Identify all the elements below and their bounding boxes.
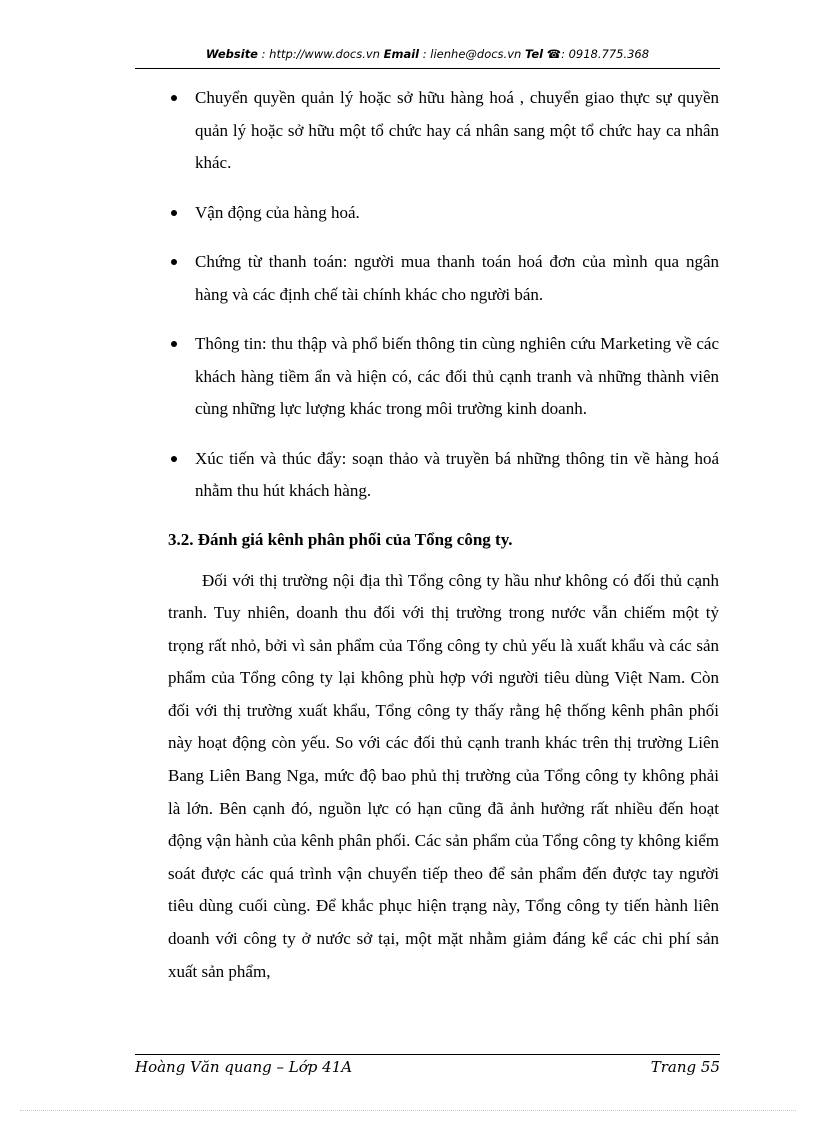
list-item [168,246,719,311]
phone-icon: ☎ [546,47,562,61]
page-header [135,47,720,61]
email-label: Email [383,47,420,61]
bullet-list [168,82,719,508]
bullet-icon [171,95,177,101]
bullet-icon [171,210,177,216]
list-item-text: Chứng từ thanh toán: người mua thanh toán hoá đơn của mình qua ngân hàng và các định chế tài chính khác cho người bán. [195,252,719,304]
tel-value: : 0918.775.368 [561,47,650,61]
list-item-text: Chuyển quyền quản lý hoặc sở hữu hàng hoá , chuyển giao thực sự quyền quản lý hoặc sở hữu một tổ chức hay cá nhân sang một tổ chức hay ca nhân khác. [195,88,719,172]
section-title: 3.2. Đánh giá kênh phân phối của Tổng công ty. [168,529,513,549]
list-item [168,328,719,426]
footer-rule [135,1054,720,1055]
tel-label: Tel [524,47,544,61]
list-item-text: Xúc tiến và thúc đẩy: soạn thảo và truyền bá những thông tin về hàng hoá nhằm thu hút khách hàng. [195,448,719,500]
page-bottom-divider [20,1110,796,1111]
page-number: Trang 55 [650,1058,720,1076]
website-label: Website [205,47,258,61]
list-item [168,82,719,180]
list-item-text: Vận động của hàng hoá. [195,202,360,222]
list-item [168,443,719,508]
bullet-icon [171,456,177,462]
list-item-text: Thông tin: thu thập và phổ biến thông tin cùng nghiên cứu Marketing về các khách hàng tiềm ẩn và hiện có, các đối thủ cạnh tranh và những thành viên cùng những lực lượng khác trong môi trường kinh doanh. [195,334,719,418]
footer-author: Hoàng Văn quang – Lớp 41A [135,1058,353,1076]
email-value: : lienhe@docs.vn [422,47,522,61]
list-item [168,197,719,230]
website-value: : http://www.docs.vn [261,47,380,61]
bullet-icon [171,259,177,265]
page-content [168,82,719,988]
header-rule [135,68,720,69]
bullet-icon [171,341,177,347]
body-paragraph: Đối với thị trường nội địa thì Tổng công ty hầu như không có đối thủ cạnh tranh. Tuy nhiên, doanh thu đối với thị trường trong nước vẫn chiếm một tỷ trọng rất nhỏ, bởi vì sản phẩm của Tổng công ty chủ yếu là xuất khẩu và các sản phẩm của Tổng công ty lại không phù hợp với người tiêu dùng Việt Nam. Còn đối với thị trường xuất khẩu, Tổng công ty thấy rằng hệ thống kênh phân phối này hoạt động còn yếu. So với các đối thủ cạnh tranh khác trên thị trường Liên Bang Liên Bang Nga, mức độ bao phủ thị trường của Tổng công ty không phải là lớn. Bên cạnh đó, nguồn lực có hạn cũng đã ảnh hưởng rất nhiều đến hoạt động vận hành của kênh phân phối. Các sản phẩm của Tổng công ty không kiểm soát được các quá trình vận chuyển tiếp theo để sản phẩm đến được tay người tiêu dùng cuối cùng. Để khắc phục hiện trạng này, Tổng công ty tiến hành liên doanh với công ty ở nước sở tại, một mặt nhằm giảm đáng kể các chi phí sản xuất sản phẩm, [168,570,719,981]
